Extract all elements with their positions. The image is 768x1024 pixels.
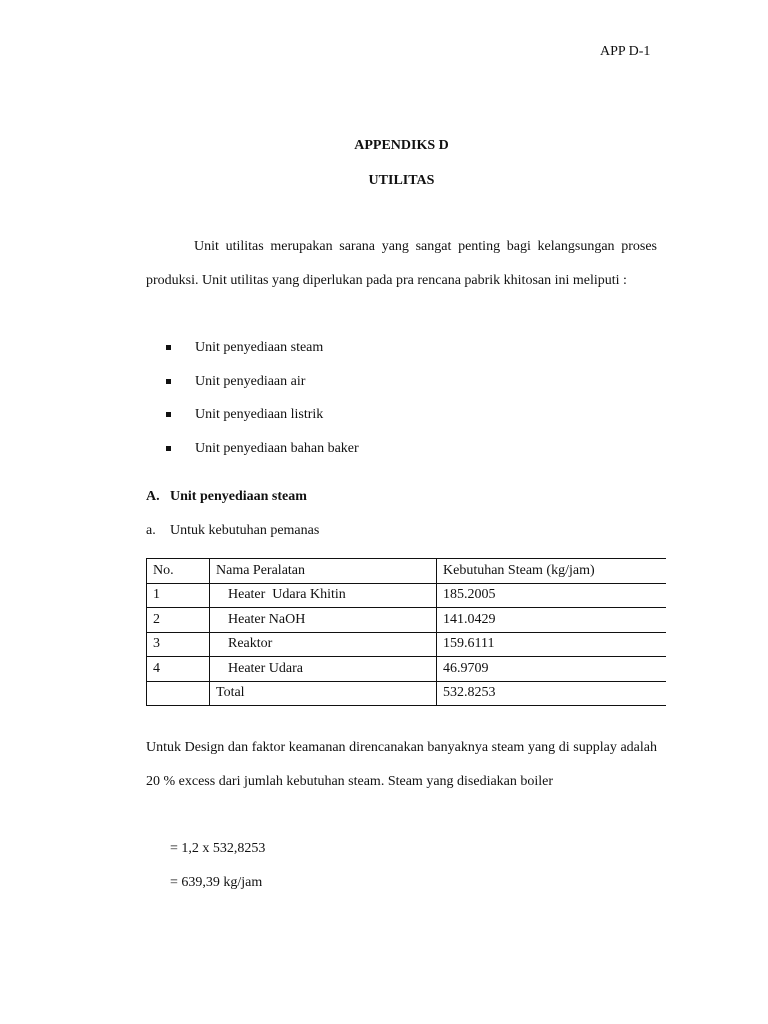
subsection-title: Untuk kebutuhan pemanas: [170, 523, 320, 538]
table-row: [147, 608, 667, 633]
cell-steam: 141.0429: [437, 608, 667, 633]
cell-equipment: Heater Udara Khitin: [210, 583, 437, 608]
appendix-title: APPENDIKS D: [354, 138, 449, 153]
list-item: [166, 373, 359, 407]
table-total-row: [147, 681, 667, 706]
table-row: [147, 632, 667, 657]
cell-no: 1: [147, 583, 210, 608]
cell-equipment: Heater NaOH: [210, 608, 437, 633]
total-value: 532.8253: [437, 681, 667, 706]
list-item: [166, 440, 359, 474]
intro-text: Unit utilitas merupakan sarana yang sangat penting bagi kelangsungan proses produksi. Unit utilitas yang diperlukan pada pra rencana pabrik khitosan ini meliputi :: [146, 239, 657, 288]
list-item-text: Unit penyediaan bahan baker: [195, 440, 359, 456]
subsection-number: a.: [146, 523, 156, 538]
column-header-no: No.: [147, 559, 210, 584]
table-row: [147, 657, 667, 682]
cell-steam: 46.9709: [437, 657, 667, 682]
square-bullet-icon: [166, 446, 171, 451]
section-heading: [146, 489, 307, 505]
list-item-text: Unit penyediaan listrik: [195, 407, 324, 422]
cell-steam: 185.2005: [437, 583, 667, 608]
intro-paragraph: [146, 230, 657, 297]
square-bullet-icon: [166, 412, 171, 417]
list-item: [166, 406, 359, 440]
section-title: Unit penyediaan steam: [170, 489, 307, 504]
design-note-paragraph: Untuk Design dan faktor keamanan direncanakan banyaknya steam yang di supplay adalah 20 % excess dari jumlah kebutuhan steam. Steam yang disediakan boiler: [146, 740, 657, 789]
steam-requirement-table: [146, 558, 666, 706]
list-item-text: Unit penyediaan air: [195, 373, 306, 389]
total-label: Total: [210, 681, 437, 706]
cell-no: 2: [147, 608, 210, 633]
cell-no: 4: [147, 657, 210, 682]
cell-equipment: Reaktor: [210, 632, 437, 657]
square-bullet-icon: [166, 379, 171, 384]
calculation-result: = 639,39 kg/jam: [170, 875, 263, 890]
square-bullet-icon: [166, 345, 171, 350]
table-row: [147, 583, 667, 608]
column-header-steam: Kebutuhan Steam (kg/jam): [437, 559, 667, 584]
column-header-equipment: Nama Peralatan: [210, 559, 437, 584]
cell-no: 3: [147, 632, 210, 657]
list-item: [166, 339, 359, 373]
list-item-text: Unit penyediaan steam: [195, 340, 324, 355]
calculation-line: = 1,2 x 532,8253: [170, 841, 266, 856]
cell-steam: 159.6111: [437, 632, 667, 657]
cell-equipment: Heater Udara: [210, 657, 437, 682]
utility-unit-list: [166, 339, 359, 473]
section-number: A.: [146, 489, 160, 504]
page-code: APP D-1: [600, 44, 651, 59]
table-header-row: [147, 559, 667, 584]
subsection-heading: [146, 523, 319, 539]
cell-empty: [147, 681, 210, 706]
appendix-subtitle: UTILITAS: [368, 173, 435, 188]
